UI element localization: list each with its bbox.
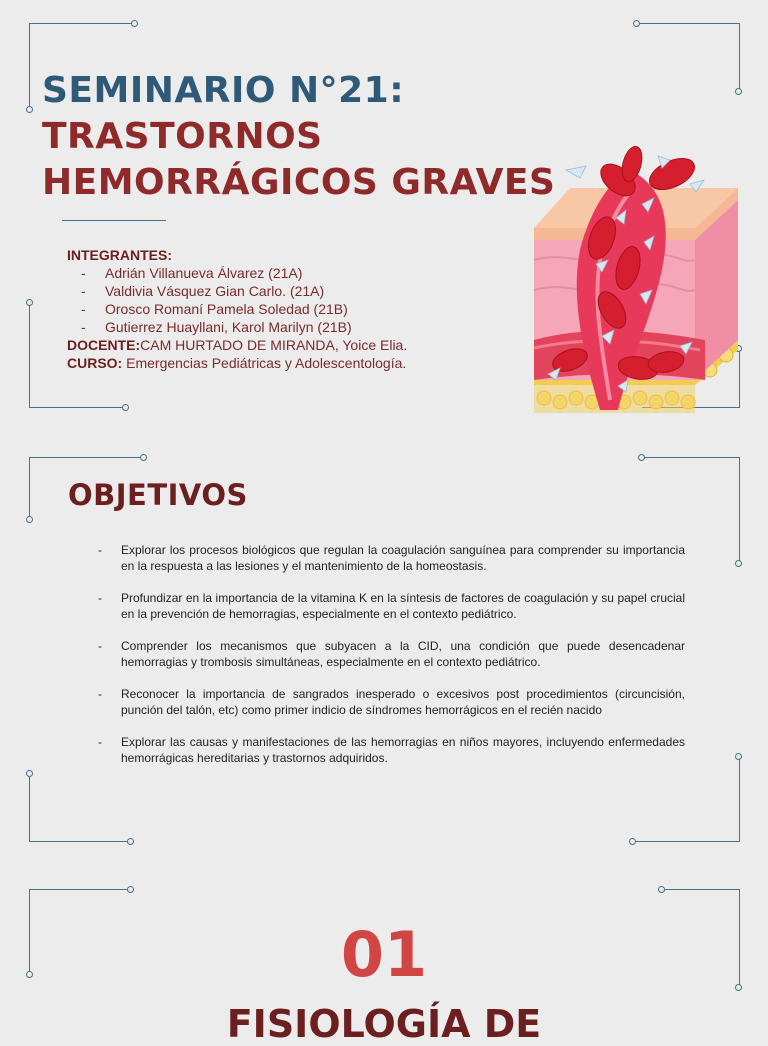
objective-item: - Reconocer la importancia de sangrados inesperado o excesivos post procedimientos (circuncisión, punción del talón, etc) como primer indicio de síndromes hemorrágicos en el recién nacido xyxy=(98,686,685,718)
course-line xyxy=(67,354,407,372)
teacher-label: DOCENTE: xyxy=(67,337,141,353)
teacher-name: CAM HURTADO DE MIRANDA, Yoice Elia. xyxy=(140,337,408,353)
page-title-line2: TRASTORNOS xyxy=(42,116,323,157)
objective-item: - Explorar los procesos biológicos que regulan la coagulación sanguínea para comprender su importancia en la respuesta a las lesiones y el mantenimiento de la homeostasis. xyxy=(98,542,685,574)
member-item: - Gutierrez Huayllani, Karol Marilyn (21B) xyxy=(81,318,407,336)
course-name: Emergencias Pediátricas y Adolescentología. xyxy=(126,355,407,371)
member-list xyxy=(67,264,407,336)
title-divider xyxy=(62,220,166,221)
objectives-list xyxy=(98,542,685,782)
section-title: FISIOLOGÍA DE xyxy=(226,1002,542,1046)
objective-item: - Comprender los mecanismos que subyacen a la CID, una condición que puede desencadenar hemorragias y trombosis simultáneas, especialmente en el contexto pediátrico. xyxy=(98,638,685,670)
team-info xyxy=(67,246,407,372)
page-title-line1: SEMINARIO N°21: xyxy=(42,70,405,111)
member-item: - Adrián Villanueva Álvarez (21A) xyxy=(81,264,407,282)
objective-item: - Explorar las causas y manifestaciones de las hemorragias en niños mayores, incluyendo enfermedades hemorrágicas hereditarias y trastornos adquiridos. xyxy=(98,734,685,766)
course-label: CURSO: xyxy=(67,355,123,371)
member-item: - Valdivia Vásquez Gian Carlo. (21A) xyxy=(81,282,407,300)
team-label: INTEGRANTES: xyxy=(67,247,172,263)
section-number: 01 xyxy=(340,918,428,991)
objective-item: - Profundizar en la importancia de la vitamina K en la síntesis de factores de coagulación y su papel crucial en la prevención de hemorragias, especialmente en el contexto pediátrico. xyxy=(98,590,685,622)
teacher-line xyxy=(67,336,407,354)
objectives-title: OBJETIVOS xyxy=(68,478,248,512)
member-item: - Orosco Romaní Pamela Soledad (21B) xyxy=(81,300,407,318)
page-title-line3: HEMORRÁGICOS GRAVES xyxy=(42,162,556,203)
wound-bleeding-illustration xyxy=(530,140,742,415)
